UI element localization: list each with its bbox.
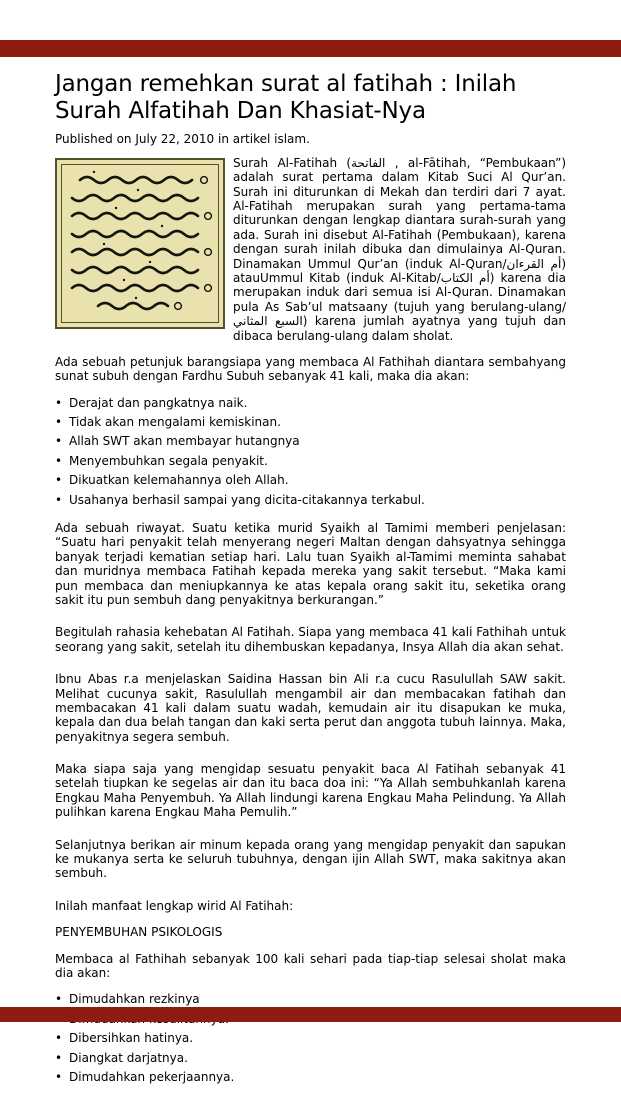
list-item: [55, 396, 566, 410]
list-item: [55, 1051, 566, 1065]
bullet-marker: •: [55, 1050, 63, 1065]
quran-calligraphy-inner: [61, 164, 219, 323]
bullet-marker: •: [55, 395, 63, 410]
list-item-text: Menyembuhkan segala penyakit.: [69, 453, 268, 468]
arabic-script-lines: [64, 167, 216, 320]
paragraph-membaca-100: Membaca al Fathihah sebanyak 100 kali sehari pada tiap-tiap selesai sholat maka dia akan:: [55, 951, 566, 980]
list-item-text: Dikuatkan kelemahannya oleh Allah.: [69, 473, 289, 488]
list-item-text: Dimudahkan pekerjaannya.: [69, 1069, 235, 1084]
paragraph-manfaat-intro: Inilah manfaat lengkap wirid Al Fatihah:: [55, 898, 294, 913]
bottom-banner: [0, 1007, 621, 1022]
list-item: [55, 434, 566, 448]
paragraph-maka-siapa: Maka siapa saja yang mengidap sesuatu penyakit baca Al Fatihah sebanyak 41 setelah tiupkan ke segelas air dan itu baca doa ini: “Ya Allah sembuhkanlah karena Engkau Maha Penyembuh. Ya Allah lindungi karena Engkau Maha Pelindung. Ya Allah pulihkan karena Engkau Maha Pemulih.”: [55, 762, 566, 820]
bullet-marker: •: [55, 1031, 63, 1046]
article-body: [55, 156, 566, 1098]
bullet-marker: •: [55, 434, 63, 449]
list-item: [55, 473, 566, 487]
list-item: [55, 1070, 566, 1084]
list-item: [55, 992, 566, 1006]
list-item: [55, 415, 566, 429]
list-item-text: Dimudahkan rezkinya: [69, 992, 200, 1007]
paragraph-petunjuk: Ada sebuah petunjuk barangsiapa yang membaca Al Fathihah diantara sembahyang sunat subuh dengan Fardhu Subuh sebanyak 41 kali, maka dia akan:: [55, 354, 566, 384]
list-item-text: Tidak akan mengalami kemiskinan.: [69, 415, 281, 430]
paragraph-selanjutnya: Selanjutnya berikan air minum kepada orang yang mengidap penyakit dan sapukan ke mukanya serta ke seluruh tubuhnya, dengan ijin Allah SWT, maka sakitnya akan sembuh.: [55, 837, 566, 881]
bullet-list-subuh: [55, 396, 566, 507]
list-item: [55, 454, 566, 468]
list-item-text: Allah SWT akan membayar hutangnya: [69, 434, 300, 449]
bullet-marker: •: [55, 453, 63, 468]
section-heading: PENYEMBUHAN PSIKOLOGIS: [55, 925, 223, 940]
list-item: [55, 493, 566, 507]
paragraph-ibnu-abas: Ibnu Abas r.a menjelaskan Saidina Hassan bin Ali r.a cucu Rasulullah SAW sakit. Melihat cucunya sakit, Rasulullah mengambil air dan membacakan fatihah dan membacakan 41 kali dalam suatu wadah, kemudain air itu disapukan ke muka, kepala dan dua belah tangan dan kaki serta perut dan anggota tubuh lainnya. Maka, penyakitnya segera sembuh.: [55, 672, 566, 744]
list-item-text: Dibersihkan hatinya.: [69, 1031, 194, 1046]
bullet-marker: •: [55, 1069, 63, 1084]
list-item-text: Usahanya berhasil sampai yang dicita-citakannya terkabul.: [69, 492, 425, 507]
quran-calligraphy-image: [55, 158, 225, 329]
paragraph-begitulah: Begitulah rahasia kehebatan Al Fatihah. Siapa yang membaca 41 kali Fathihah untuk seorang yang sakit, setelah itu dihembuskan kepadanya, Insya Allah dia akan sehat.: [55, 625, 566, 654]
published-line: Published on July 22, 2010 in artikel islam.: [55, 131, 310, 146]
bullet-marker: •: [55, 473, 63, 488]
list-item: [55, 1031, 566, 1045]
top-banner: [0, 40, 621, 57]
paragraph-riwayat: Ada sebuah riwayat. Suatu ketika murid Syaikh al Tamimi memberi penjelasan: “Suatu hari penyakit telah menyerang negeri Maltan dengan dahsyatnya sehingga banyak terjadi kematian setiap hari. Lalu tuan Syaikh al-Tamimi meminta sahabat dan muridnya membaca Fatihah kepada mereka yang sakit tersebut. “Maka kami pun membaca dan meniupkannya ke atas kepala orang sakit itu, seketika orang sakit itu pun sembuh dang penyakitnya berkurangan.”: [55, 521, 566, 607]
list-item-text: Diangkat darjatnya.: [69, 1050, 188, 1065]
bullet-marker: •: [55, 415, 63, 430]
bullet-marker: •: [55, 992, 63, 1007]
page-title: Jangan remehkan surat al fatihah : Inilah Surah Alfatihah Dan Khasiat-Nya: [55, 71, 517, 124]
paragraph-intro: Surah Al-Fatihah (الفاتحة , al-Fātihah, “Pembukaan”) adalah surat pertama dalam Kitab Suci Al Qur’an. Surah ini diturunkan di Mekah dan terdiri dari 7 ayat. Al-Fatihah merupakan surah yang pertama-tama diturunkan dengan lengkap diantara surah-surah yang ada. Surah ini disebut Al-Fatihah (Pembukaan), karena dengan surah inilah dibuka dan dimulainya Al-Quran. Dinamakan Ummul Qur’an (induk Al-Quran/أم القرءان) atauUmmul Kitab (induk Al-Kitab/أم الكتاب) karena dia merupakan induk dari semua isi Al-Quran. Dinamakan pula As Sab’ul matsaany (tujuh yang berulang-ulang/السبع المثاني) karena jumlah ayatnya yang tujuh dan dibaca berulang-ulang dalam sholat.: [233, 155, 567, 343]
list-item-text: Derajat dan pangkatnya naik.: [69, 395, 248, 410]
bullet-marker: •: [55, 492, 63, 507]
